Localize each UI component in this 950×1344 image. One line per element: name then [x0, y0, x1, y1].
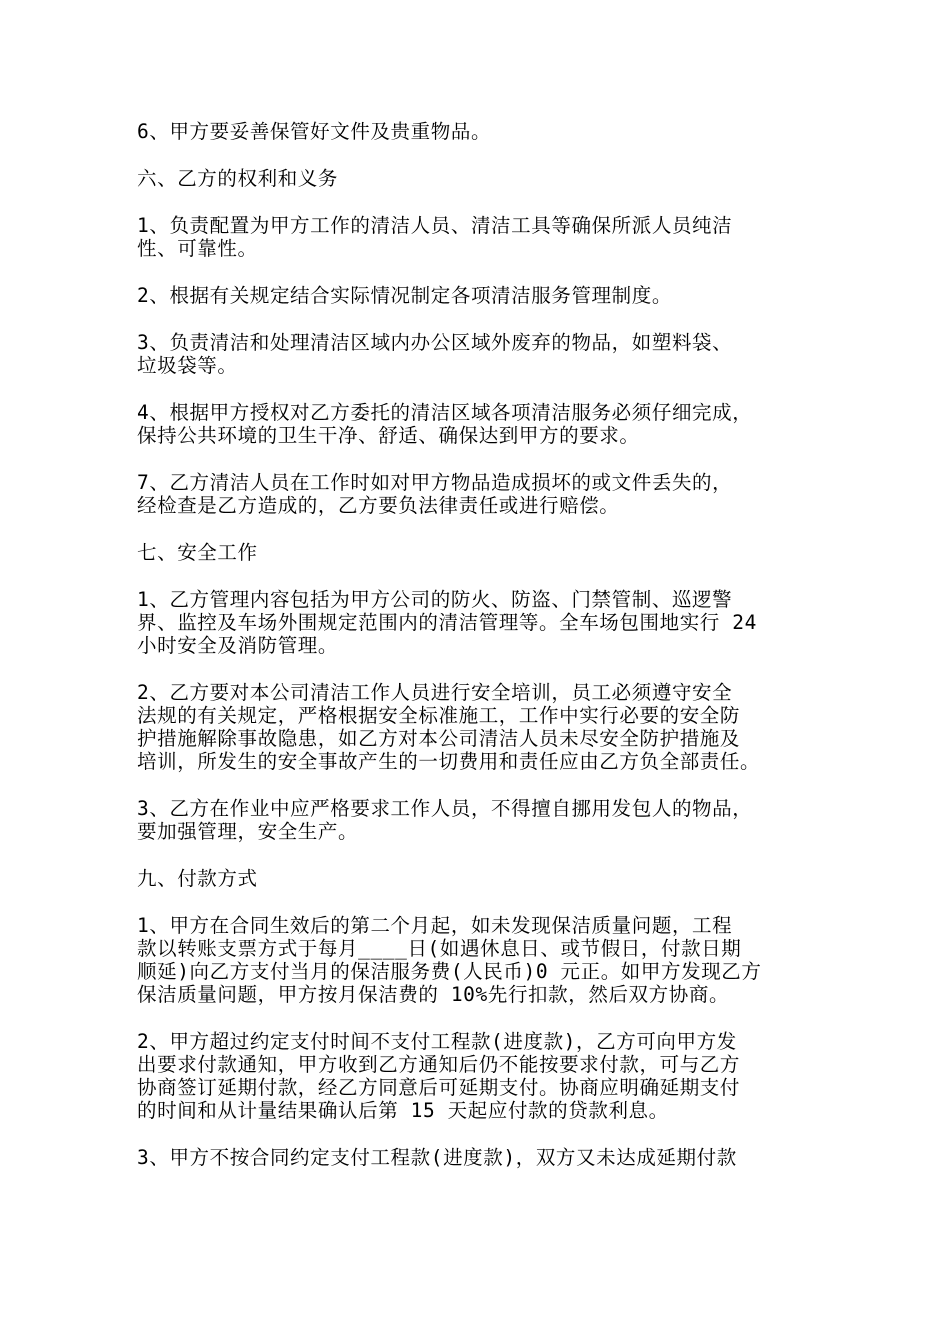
text-line: 4、根据甲方授权对乙方委托的清洁区域各项清洁服务必须仔细完成， — [137, 401, 753, 424]
text-line: 出要求付款通知，甲方收到乙方通知后仍不能按要求付款，可与乙方 — [137, 1053, 741, 1076]
text-line: 性、可靠性。 — [137, 237, 258, 260]
text-line: 7、乙方清洁人员在工作时如对甲方物品造成损坏的或文件丢失的， — [137, 471, 733, 494]
clause-paragraph — [137, 214, 827, 260]
clause-paragraph — [137, 1030, 827, 1122]
clause-paragraph — [137, 471, 827, 517]
text-line: 顺延)向乙方支付当月的保洁服务费(人民币)0 元正。如甲方发现乙方 — [137, 960, 762, 983]
text-line: 垃圾袋等。 — [137, 354, 238, 377]
text-line: 款以转账支票方式于每月____日(如遇休息日、或节假日，付款日期 — [137, 937, 742, 960]
text-line: 2、乙方要对本公司清洁工作人员进行安全培训，员工必须遵守安全 — [137, 681, 733, 704]
clause-paragraph — [137, 1146, 827, 1169]
text-line: 小时安全及消防管理。 — [137, 634, 339, 657]
text-line: 1、乙方管理内容包括为甲方公司的防火、防盗、门禁管制、巡逻警 — [137, 588, 733, 611]
clause-paragraph — [137, 120, 827, 143]
text-line: 协商签订延期付款，经乙方同意后可延期支付。协商应明确延期支付 — [137, 1076, 741, 1099]
text-line: 1、负责配置为甲方工作的清洁人员、清洁工具等确保所派人员纯洁 — [137, 214, 733, 237]
text-line: 培训，所发生的安全事故产生的一切费用和责任应由乙方负全部责任。 — [137, 750, 761, 773]
section-heading — [137, 167, 827, 190]
clause-paragraph — [137, 284, 827, 307]
text-line: 九、付款方式 — [137, 867, 258, 890]
text-line: 3、乙方在作业中应严格要求工作人员，不得擅自挪用发包人的物品， — [137, 797, 753, 820]
text-line: 2、甲方超过约定支付时间不支付工程款(进度款)，乙方可向甲方发 — [137, 1030, 737, 1053]
text-line: 护措施解除事故隐患，如乙方对本公司清洁人员未尽安全防护措施及 — [137, 727, 741, 750]
text-line: 1、甲方在合同生效后的第二个月起，如未发现保洁质量问题，工程 — [137, 914, 733, 937]
clause-paragraph — [137, 588, 827, 657]
section-heading — [137, 867, 827, 890]
text-line: 七、安全工作 — [137, 541, 258, 564]
clause-paragraph — [137, 401, 827, 447]
clause-paragraph — [137, 797, 827, 843]
text-line: 2、根据有关规定结合实际情况制定各项清洁服务管理制度。 — [137, 284, 672, 307]
section-heading — [137, 541, 827, 564]
text-line: 法规的有关规定，严格根据安全标准施工，工作中实行必要的安全防 — [137, 704, 741, 727]
text-line: 3、甲方不按合同约定支付工程款(进度款)，双方又未达成延期付款 — [137, 1146, 737, 1169]
text-line: 6、甲方要妥善保管好文件及贵重物品。 — [137, 120, 492, 143]
text-line: 保洁质量问题，甲方按月保洁费的 10%先行扣款，然后双方协商。 — [137, 983, 730, 1006]
document-body — [137, 120, 827, 1193]
text-line: 六、乙方的权利和义务 — [137, 167, 339, 190]
text-line: 3、负责清洁和处理清洁区域内办公区域外废弃的物品，如塑料袋、 — [137, 331, 733, 354]
clause-paragraph — [137, 681, 827, 773]
clause-paragraph — [137, 914, 827, 1006]
text-line: 的时间和从计量结果确认后第 15 天起应付款的贷款利息。 — [137, 1099, 669, 1122]
text-line: 经检查是乙方造成的，乙方要负法律责任或进行赔偿。 — [137, 494, 620, 517]
text-line: 界、监控及车场外围规定范围内的清洁管理等。全车场包围地实行 24 — [137, 611, 757, 634]
text-line: 要加强管理，安全生产。 — [137, 820, 359, 843]
text-line: 保持公共环境的卫生干净、舒适、确保达到甲方的要求。 — [137, 424, 640, 447]
clause-paragraph — [137, 331, 827, 377]
